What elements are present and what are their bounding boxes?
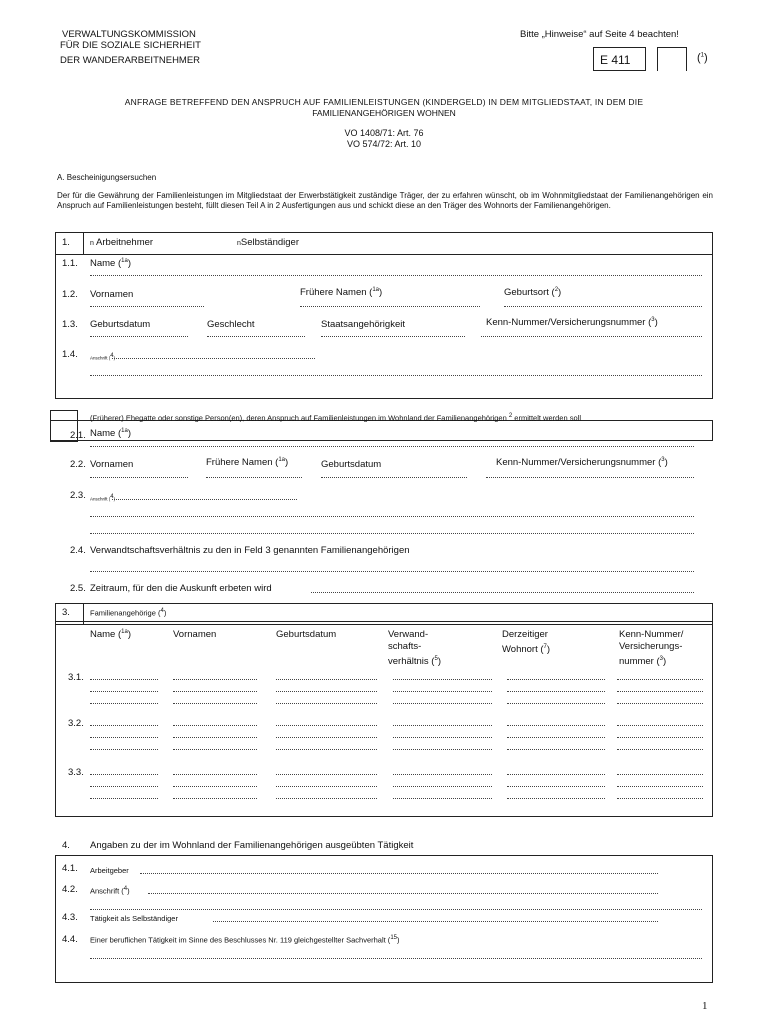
input-anschrift-4b[interactable] — [90, 909, 702, 910]
input-geburtsort[interactable] — [504, 306, 702, 307]
divider — [55, 621, 713, 622]
regulation-2: VO 574/72: Art. 10 — [346, 139, 422, 149]
family-member-input[interactable] — [90, 786, 158, 787]
label-fruehere-namen: Frühere Namen ($^{1a}$) — [300, 287, 383, 299]
field-number: 4.2. — [62, 884, 78, 895]
label-arbeitgeber: Arbeitgeber — [90, 866, 129, 875]
label-geburtsdatum: Geburtsdatum — [90, 319, 151, 330]
family-member-input[interactable] — [173, 798, 257, 799]
family-member-input[interactable] — [276, 691, 377, 692]
label-gleichgestellt: Einer beruflichen Tätigkeit im Sinne des Beschlusses Nr. 119 gleichgestellter Sachverhalt ($^{15}$) — [90, 935, 400, 945]
input-vornamen[interactable] — [90, 306, 204, 307]
family-member-input[interactable] — [90, 737, 158, 738]
field-number: 1.2. — [62, 289, 78, 300]
option-arbeitnehmer[interactable] — [90, 237, 153, 248]
section-2-heading: (Früherer) Ehegatte oder sonstige Person(en), deren Anspruch auf Familienleistungen im Wohnland der Familienangehörigen $^2$ ermittelt werden soll — [90, 413, 581, 423]
family-member-input[interactable] — [173, 737, 257, 738]
col-verwandtschaft: Verwand- schafts- verhältnis ($^5$) — [388, 629, 441, 668]
family-member-input[interactable] — [617, 737, 703, 738]
label-kenn-nummer-2: Kenn-Nummer/Versicherungsnummer ($^3$) — [496, 457, 668, 469]
section-3-number: 3. — [62, 607, 70, 618]
row-number: 3.2. — [68, 718, 84, 729]
row-number: 3.1. — [68, 672, 84, 683]
input-anschrift-2b[interactable] — [90, 516, 694, 517]
family-member-input[interactable] — [617, 691, 703, 692]
field-number: 2.4. — [70, 545, 86, 556]
section-a-intro: Der für die Gewährung der Familienleistungen im Mitgliedstaat der Erwerbstätigkeit zuständige Träger, der zu erfahren wünscht, ob im Wohnmitgliedstaat der Familienangehörigen ein Anspruch auf Familienleistungen besteht, füllt diesen Teil A in 2 Ausfertigungen aus und schickt diese an den Träger des Wohnorts der Familienangehörigen. — [57, 191, 713, 210]
input-staatsangehoerigkeit[interactable] — [321, 336, 465, 337]
label-text: Frühere Namen — [206, 457, 273, 469]
label-text: Kenn-Nummer/Versicherungsnummer — [496, 457, 656, 469]
label-text: Anschrift — [90, 496, 108, 502]
input-anschrift-4a[interactable] — [148, 893, 658, 894]
input-selbstaendiger[interactable] — [213, 921, 658, 922]
input-geschlecht[interactable] — [207, 336, 305, 337]
section-4-heading: Angaben zu der im Wohnland der Familienangehörigen ausgeübten Tätigkeit — [90, 840, 414, 851]
heading-tail: ermittelt werden soll — [514, 413, 581, 423]
family-member-input[interactable] — [617, 798, 703, 799]
form-code-box — [593, 47, 646, 71]
col-text: Derzeitiger — [502, 629, 548, 640]
col-kenn-nummer: Kenn-Nummer/ Versicherungs- nummer ($^3$) — [619, 629, 684, 668]
family-member-input[interactable] — [173, 725, 257, 726]
family-member-input[interactable] — [507, 703, 605, 704]
col-wohnort: Derzeitiger Wohnort ($^7$) — [502, 629, 551, 656]
family-member-input[interactable] — [617, 703, 703, 704]
family-member-input[interactable] — [276, 703, 377, 704]
input-vornamen-2[interactable] — [90, 477, 188, 478]
label-fruehere-namen-2: Frühere Namen ($^{1a}$) — [206, 457, 289, 469]
page-number: 1 — [702, 1000, 708, 1012]
col-text: Name — [90, 629, 116, 641]
label-staatsangehoerigkeit: Staatsangehörigkeit — [321, 319, 405, 330]
family-member-input[interactable] — [393, 749, 492, 750]
input-name[interactable] — [90, 275, 702, 276]
family-member-input[interactable] — [173, 774, 257, 775]
section-4-number: 4. — [62, 840, 70, 851]
family-member-input[interactable] — [507, 691, 605, 692]
section-3-box — [55, 603, 713, 817]
label-name: Name ($^{1a}$) — [90, 258, 132, 270]
family-member-input[interactable] — [276, 749, 377, 750]
heading-text: Familienangehörige — [90, 608, 156, 618]
family-member-input[interactable] — [617, 774, 703, 775]
field-number: 2.2. — [70, 459, 86, 470]
label-text: Name — [90, 258, 116, 270]
col-text: schafts- — [388, 641, 422, 652]
divider — [55, 624, 713, 625]
family-member-input[interactable] — [90, 703, 158, 704]
field-number: 4.4. — [62, 934, 78, 945]
field-number: 1.3. — [62, 319, 78, 330]
input-geburtsdatum[interactable] — [90, 336, 188, 337]
family-member-input[interactable] — [276, 786, 377, 787]
option-label: Arbeitnehmer — [96, 237, 154, 248]
label-text: Kenn-Nummer/Versicherungsnummer — [486, 317, 646, 329]
family-member-input[interactable] — [507, 749, 605, 750]
input-fruehere-namen[interactable] — [300, 306, 480, 307]
family-member-input[interactable] — [90, 725, 158, 726]
family-member-input[interactable] — [393, 679, 492, 680]
label-name-2: Name ($^{1a}$) — [90, 428, 132, 440]
label-text: Geburtsort — [504, 287, 549, 299]
heading-text: (Früherer) Ehegatte oder sonstige Person(en), deren Anspruch auf Familienleistungen im Wohnland der Familienangehörigen — [90, 413, 507, 423]
family-member-input[interactable] — [617, 749, 703, 750]
label-text: Einer beruflichen Tätigkeit im Sinne des Beschlusses Nr. 119 gleichgestellter Sachverhalt — [90, 935, 386, 945]
family-member-input[interactable] — [507, 679, 605, 680]
org-line3: DER WANDERARBEITNEHMER — [60, 55, 201, 66]
label-anschrift-4: Anschrift ($^4$) — [90, 886, 130, 896]
family-member-input[interactable] — [393, 798, 492, 799]
label-vornamen: Vornamen — [90, 289, 134, 300]
label-geburtsort: Geburtsort ($^2$) — [504, 287, 562, 299]
col-geburtsdatum: Geburtsdatum — [276, 629, 337, 640]
col-text: nummer — [619, 656, 654, 668]
col-text: Kenn-Nummer/ — [619, 629, 684, 640]
field-number: 2.3. — [70, 490, 86, 501]
label-geburtsdatum-2: Geburtsdatum — [321, 459, 382, 470]
input-name-2[interactable] — [90, 446, 694, 447]
family-member-input[interactable] — [90, 679, 158, 680]
label-verwandtschaft: Verwandtschaftsverhältnis zu den in Feld 3 genannten Familienangehörigen — [90, 545, 410, 556]
divider — [83, 232, 84, 254]
col-text: Verwand- — [388, 629, 429, 640]
title-line2: FAMILIENANGEHÖRIGEN WOHNEN — [312, 108, 456, 118]
field-number: 2.1. — [70, 430, 86, 441]
section-3-heading: Familienangehörige ($^4$) — [90, 608, 167, 618]
family-member-input[interactable] — [507, 774, 605, 775]
country-code-box[interactable] — [657, 47, 687, 71]
option-label: Selbständiger — [240, 237, 300, 248]
family-member-input[interactable] — [276, 725, 377, 726]
divider — [50, 440, 713, 441]
family-member-input[interactable] — [173, 786, 257, 787]
family-member-input[interactable] — [393, 691, 492, 692]
family-member-input[interactable] — [507, 798, 605, 799]
section-1-box — [55, 232, 713, 399]
family-member-input[interactable] — [393, 737, 492, 738]
col-text: Versicherungs- — [619, 641, 683, 652]
col-vornamen: Vornamen — [173, 629, 217, 640]
label-vornamen-2: Vornamen — [90, 459, 134, 470]
regulation-1: VO 1408/71: Art. 76 — [344, 128, 424, 138]
col-name: Name ($^{1a}$) — [90, 629, 132, 641]
family-member-input[interactable] — [393, 786, 492, 787]
family-member-input[interactable] — [276, 679, 377, 680]
label-selbstaendiger: Tätigkeit als Selbständiger — [90, 914, 178, 923]
input-anschrift-2[interactable] — [90, 375, 702, 376]
label-anschrift: Anschrift ($^4$) — [90, 353, 116, 361]
field-number: 2.5. — [70, 583, 86, 594]
label-text: Anschrift — [90, 355, 108, 361]
family-member-input[interactable] — [507, 725, 605, 726]
input-anschrift-1[interactable] — [112, 358, 315, 359]
family-member-input[interactable] — [90, 691, 158, 692]
field-number: 1.1. — [62, 258, 78, 269]
family-member-input[interactable] — [507, 786, 605, 787]
input-anschrift-2c[interactable] — [90, 533, 694, 534]
field-number: 4.3. — [62, 912, 78, 923]
family-member-input[interactable] — [90, 798, 158, 799]
checkbox-icon: n — [90, 240, 94, 247]
label-text: Anschrift — [90, 886, 120, 896]
input-geburtsdatum-2[interactable] — [321, 477, 467, 478]
family-member-input[interactable] — [393, 774, 492, 775]
family-member-input[interactable] — [617, 786, 703, 787]
field-number: 4.1. — [62, 863, 78, 874]
family-member-input[interactable] — [276, 798, 377, 799]
family-member-input[interactable] — [90, 774, 158, 775]
title-line1: ANFRAGE BETREFFEND DEN ANSPRUCH AUF FAMILIENLEISTUNGEN (KINDERGELD) IN DEM MITGLIEDSTAAT, IN DEM DIE — [124, 97, 644, 107]
input-zeitraum[interactable] — [311, 592, 694, 593]
divider — [712, 420, 713, 440]
option-selbstaendiger[interactable] — [237, 237, 299, 248]
label-anschrift-2: Anschrift ($^4$) — [90, 494, 116, 502]
family-member-input[interactable] — [276, 774, 377, 775]
input-verwandtschaft[interactable] — [90, 571, 694, 572]
input-gleichgestellt[interactable] — [90, 958, 702, 959]
family-member-input[interactable] — [173, 749, 257, 750]
family-member-input[interactable] — [90, 749, 158, 750]
col-text: Wohnort — [502, 644, 538, 656]
label-zeitraum: Zeitraum, für den die Auskunft erbeten wird — [90, 583, 272, 594]
divider — [55, 254, 713, 255]
input-kenn-nummer[interactable] — [481, 336, 702, 337]
form-code: E 411 — [600, 53, 631, 67]
label-text: Frühere Namen — [300, 287, 367, 299]
row-number: 3.3. — [68, 767, 84, 778]
org-line1: VERWALTUNGSKOMMISSION — [62, 29, 196, 40]
field-number: 1.4. — [62, 349, 78, 360]
family-member-input[interactable] — [393, 703, 492, 704]
family-member-input[interactable] — [617, 725, 703, 726]
label-kenn-nummer: Kenn-Nummer/Versicherungsnummer ($^3$) — [486, 317, 658, 329]
input-fruehere-namen-2[interactable] — [206, 477, 302, 478]
family-member-input[interactable] — [617, 679, 703, 680]
footnote-ref: ($^1$) — [697, 52, 708, 64]
family-member-input[interactable] — [507, 737, 605, 738]
input-arbeitgeber[interactable] — [140, 873, 658, 874]
family-member-input[interactable] — [276, 737, 377, 738]
section-1-number: 1. — [62, 237, 70, 248]
family-member-input[interactable] — [173, 691, 257, 692]
section-a-heading: A. Bescheinigungsersuchen — [57, 173, 157, 182]
org-line2: FÜR DIE SOZIALE SICHERHEIT — [60, 40, 201, 51]
checkbox-icon: n — [237, 240, 241, 247]
hint-text: Bitte „Hinweise“ auf Seite 4 beachten! — [520, 29, 679, 40]
family-member-input[interactable] — [173, 679, 257, 680]
family-member-input[interactable] — [393, 725, 492, 726]
col-text: verhältnis — [388, 656, 429, 668]
family-member-input[interactable] — [173, 703, 257, 704]
input-anschrift-2a[interactable] — [112, 499, 297, 500]
label-text: Name — [90, 428, 116, 440]
input-kenn-nummer-2[interactable] — [486, 477, 694, 478]
label-geschlecht: Geschlecht — [207, 319, 255, 330]
